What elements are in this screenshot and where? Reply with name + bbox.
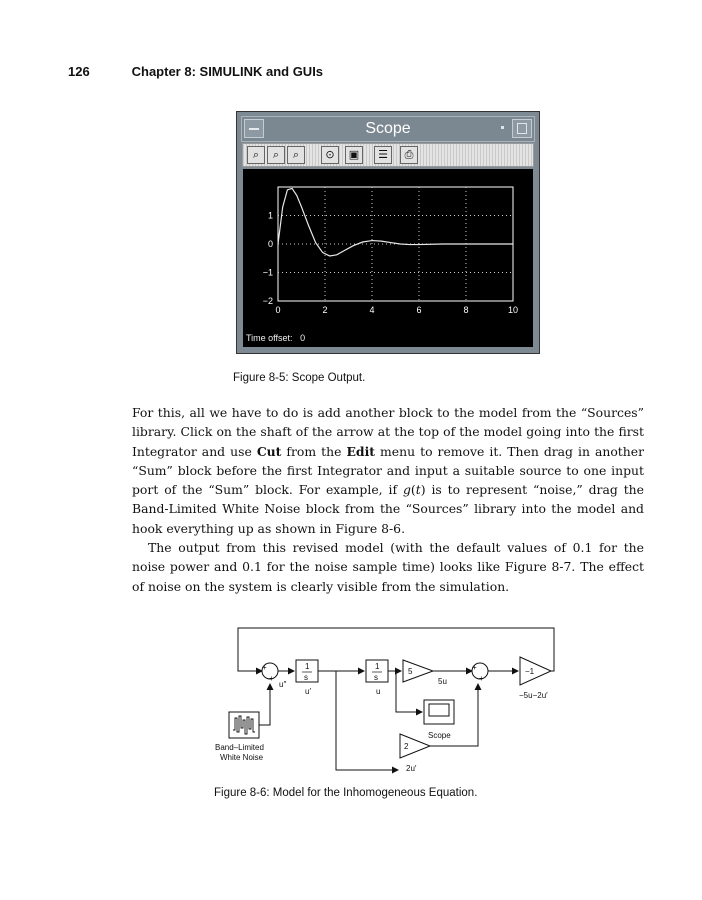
response-line xyxy=(278,188,513,256)
x-tick-label: 4 xyxy=(369,305,375,315)
time-offset-value: 0 xyxy=(300,333,306,343)
label-neg5u-2udot: −5u−2u′ xyxy=(519,691,548,700)
time-offset-label: Time offset: xyxy=(246,333,293,343)
zoom-x-icon[interactable]: ⌕ xyxy=(267,146,285,164)
paragraph-1-run: ( xyxy=(410,482,416,498)
gain5-value: 5 xyxy=(408,667,413,676)
paragraph-1-run: ) is to represent “noise,” drag the Band-Limited White Noise block from the “Sources” library into the model and hook everything up as shown in Figure 8-6. xyxy=(132,482,644,536)
scope-plot xyxy=(243,169,535,349)
scope-titlebar[interactable] xyxy=(241,116,535,142)
chapter-title: Chapter 8: SIMULINK and GUIs xyxy=(131,64,324,79)
label-5u: 5u xyxy=(438,677,447,686)
paragraph-1-run: g xyxy=(402,482,411,498)
x-tick-label: 6 xyxy=(416,305,422,315)
paragraph-1-run: Edit xyxy=(346,443,376,459)
scope-title: Scope xyxy=(365,120,411,137)
minimize-button[interactable] xyxy=(496,119,510,138)
paragraph-2: The output from this revised model (with the default values of 0.1 for the noise power and 0.1 for the noise sample time) looks like Figure 8-7. The effect of noise on the system is clearly visible from the simulation. xyxy=(132,540,644,594)
sum2-plus-b: + xyxy=(479,674,484,683)
simulink-model-diagram xyxy=(215,624,566,784)
label-u-dot: u′ xyxy=(305,687,311,696)
label-2u-dot: 2u′ xyxy=(406,764,417,773)
x-tick-label: 0 xyxy=(275,305,281,315)
body-text xyxy=(132,403,644,596)
y-tick-label: 1 xyxy=(267,210,273,221)
gain2-value: 2 xyxy=(404,742,409,751)
page-number: 126 xyxy=(68,64,90,79)
scope-block-label: Scope xyxy=(428,731,451,740)
page-header xyxy=(68,64,323,79)
y-tick-label: −1 xyxy=(262,267,273,278)
paragraph-1-run: t xyxy=(415,482,421,498)
paragraph-1-run: menu to remove it. Then drag in another “Sum” block before the first Integrator and input a suitable source to one input port of the “Sum” block. For example, if xyxy=(132,443,645,498)
integrator1-num: 1 xyxy=(305,662,310,671)
sum1-plus-a: + xyxy=(262,663,267,672)
y-tick-label: −2 xyxy=(262,296,273,306)
band-limited-white-noise-block[interactable] xyxy=(229,712,259,738)
integrator2-den: s xyxy=(374,673,378,682)
maximize-button[interactable] xyxy=(512,119,532,138)
x-tick-label: 8 xyxy=(463,305,469,315)
x-tick-label: 2 xyxy=(322,305,328,315)
zoom-icon[interactable]: ⌕ xyxy=(247,146,265,164)
sum2-plus-a: + xyxy=(472,663,477,672)
y-tick-label: 0 xyxy=(267,239,273,249)
x-tick-label: 10 xyxy=(507,305,519,315)
gain-neg1-value: −1 xyxy=(525,667,535,676)
label-u-ddot: u″ xyxy=(279,680,287,689)
scope-toolbar xyxy=(242,143,534,167)
scope-plot-area xyxy=(243,169,533,347)
paragraph-1-run: from the xyxy=(281,443,347,459)
binoculars-icon[interactable]: ⊙ xyxy=(321,146,339,164)
figure-8-5-caption: Figure 8-5: Scope Output. xyxy=(233,372,366,384)
noise-label-1: Band–Limited xyxy=(215,743,264,752)
paragraph-1-run: For this, all we have to do is add another block to the model from the “Sources” library. Click on the shaft of the arrow at the top of the model going into the first Integrator and use xyxy=(132,405,644,459)
print-icon[interactable]: ⎙ xyxy=(400,146,418,164)
paragraph-1-run: Cut xyxy=(256,443,282,459)
figure-8-6-caption: Figure 8-6: Model for the Inhomogeneous Equation. xyxy=(214,787,478,799)
sum1-plus-b: + xyxy=(269,674,274,683)
integrator2-num: 1 xyxy=(375,662,380,671)
integrator1-den: s xyxy=(304,673,308,682)
time-offset xyxy=(246,333,305,343)
paragraph-1 xyxy=(132,403,644,538)
parameters-icon[interactable]: ☰ xyxy=(374,146,392,164)
zoom-y-icon[interactable]: ⌕ xyxy=(287,146,305,164)
model-wires xyxy=(238,628,554,770)
noise-label-2: White Noise xyxy=(220,753,264,762)
save-axes-icon[interactable]: ▣ xyxy=(345,146,363,164)
label-u: u xyxy=(376,687,381,696)
scope-window xyxy=(236,111,540,354)
